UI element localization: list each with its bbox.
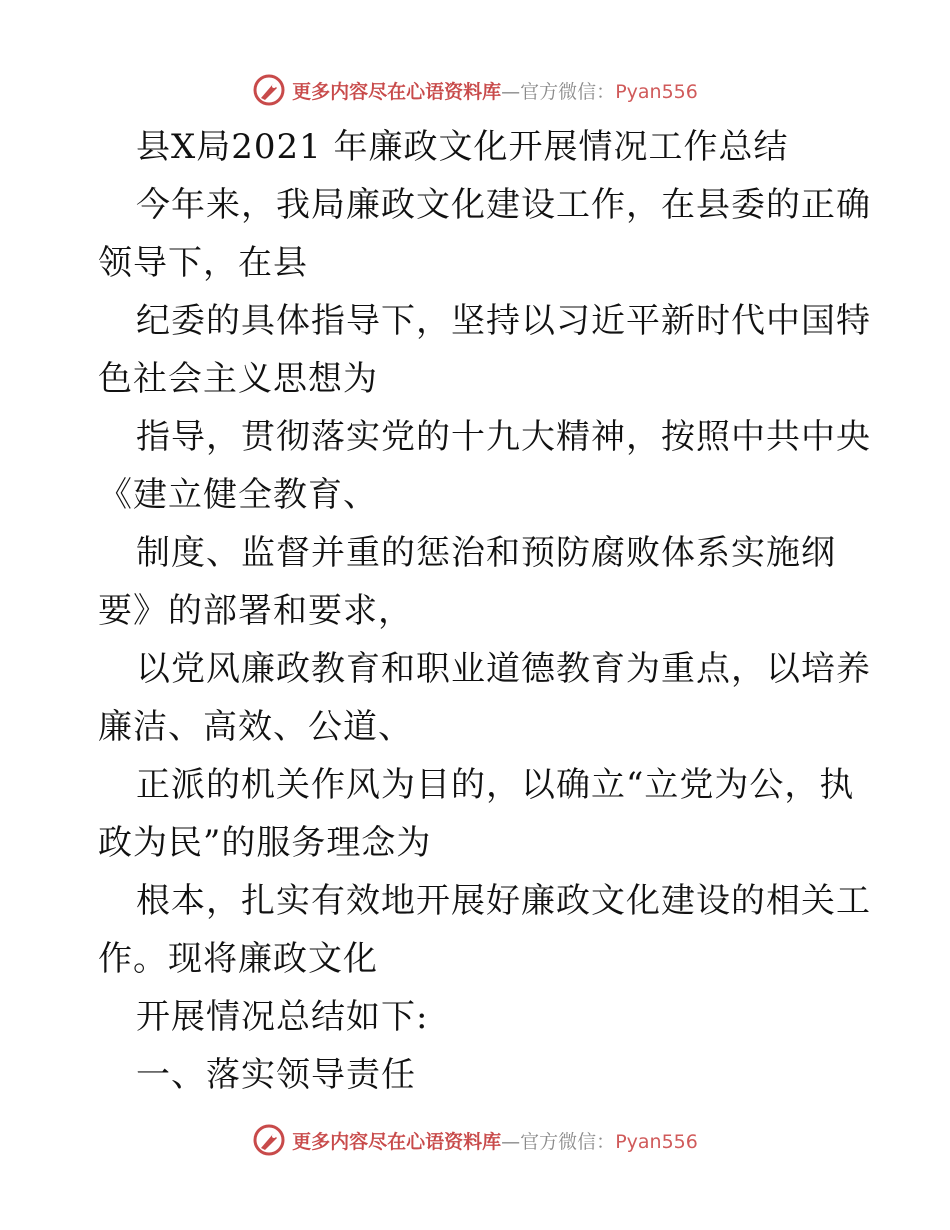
paragraph-line: 开展情况总结如下: xyxy=(136,997,429,1037)
pen-nib-logo-icon xyxy=(252,73,286,107)
paragraph-line: 根本，扎实有效地开展好廉政文化建设的相关工 xyxy=(136,881,871,921)
document-body xyxy=(98,118,871,1104)
paragraph-line: 以党风廉政教育和职业道德教育为重点，以培养 xyxy=(136,649,871,689)
paragraph-line: 制度、监督并重的惩治和预防腐败体系实施纲 xyxy=(136,533,836,573)
paragraph-line: 今年来，我局廉政文化建设工作，在县委的正确 xyxy=(136,185,871,225)
watermark-text xyxy=(292,77,698,104)
paragraph-line: 廉洁、高效、公道、 xyxy=(98,707,413,747)
watermark-main-text: 更多内容尽在心语资料库 xyxy=(292,1130,502,1153)
paragraph-line: 政为民”的服务理念为 xyxy=(98,823,432,863)
header-watermark xyxy=(0,70,950,110)
watermark-separator: — xyxy=(501,80,521,103)
section-heading: 一、落实领导责任 xyxy=(136,1055,416,1095)
watermark-sub-text: 官方微信： xyxy=(520,1130,616,1153)
paragraph-line: 要》的部署和要求， xyxy=(98,591,413,631)
watermark-sub-text: 官方微信： xyxy=(520,80,616,103)
paragraph-line: 《建立健全教育、 xyxy=(98,475,378,515)
footer-watermark xyxy=(0,1120,950,1160)
pen-nib-logo-icon xyxy=(252,1123,286,1157)
paragraph-line: 作。现将廉政文化 xyxy=(98,939,378,979)
watermark-handle: Pyan556 xyxy=(615,80,698,103)
paragraph-line: 色社会主义思想为 xyxy=(98,359,378,399)
paragraph-line: 指导，贯彻落实党的十九大精神，按照中共中央 xyxy=(136,417,871,457)
paragraph-line: 领导下，在县 xyxy=(98,243,308,283)
watermark-handle: Pyan556 xyxy=(615,1130,698,1153)
document-title: 县X局2021 年廉政文化开展情况工作总结 xyxy=(136,127,789,167)
watermark-separator: — xyxy=(501,1130,521,1153)
paragraph-line: 正派的机关作风为目的，以确立“立党为公，执 xyxy=(136,765,855,805)
paragraph-line: 纪委的具体指导下，坚持以习近平新时代中国特 xyxy=(136,301,871,341)
watermark-text xyxy=(292,1127,698,1154)
watermark-main-text: 更多内容尽在心语资料库 xyxy=(292,80,502,103)
